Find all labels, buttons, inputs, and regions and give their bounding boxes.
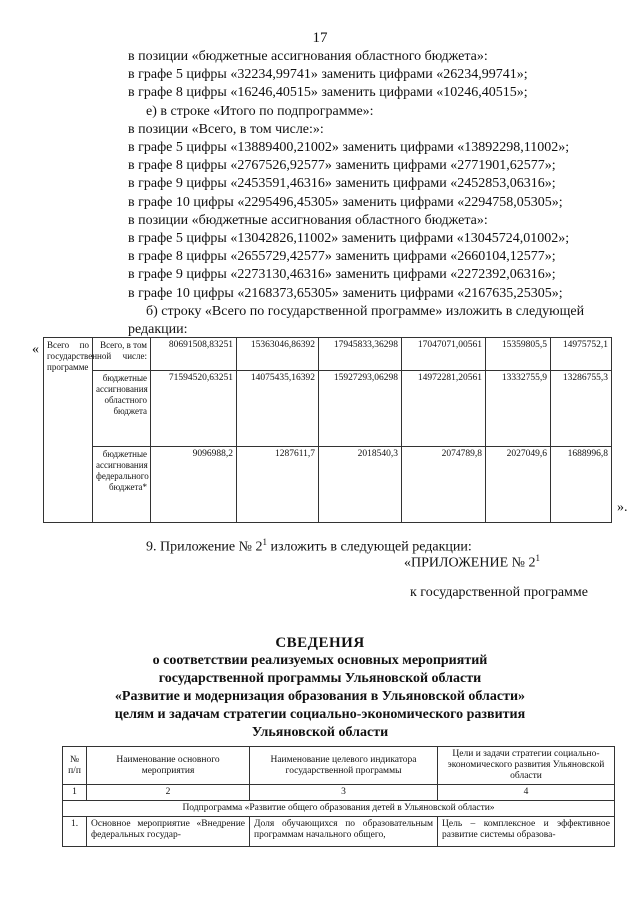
- header-cell: № п/п: [63, 747, 87, 785]
- text-line: в графе 5 цифры «13042826,11002» заменить цифрами «13045724,01002»;: [128, 231, 570, 247]
- info-table: [62, 746, 615, 847]
- indicator-cell: Доля обучающихся по образовательным программам начального общего,: [250, 817, 438, 847]
- heading-line: о соответствии реализуемых основных мероприятий: [152, 653, 488, 668]
- measure-cell: Основное мероприятие «Внедрение федеральных государ-: [87, 817, 250, 847]
- quote-close: ».: [617, 500, 628, 515]
- table-row: [44, 338, 612, 371]
- text-line: редакции:: [128, 322, 188, 338]
- goal-cell: Цель – комплексное и эффективное развитие системы образова-: [438, 817, 615, 847]
- value-cell: 17047071,00561: [402, 338, 486, 371]
- value-cell: 2074789,8: [402, 447, 486, 523]
- text-line: в графе 9 цифры «2273130,46316» заменить цифрами «2272392,06316»;: [128, 267, 556, 283]
- section-9-main: 9. Приложение № 2: [146, 539, 263, 555]
- value-cell: 2027049,6: [486, 447, 551, 523]
- table-row: [63, 785, 615, 801]
- text-line: в позиции «Всего, в том числе:»:: [128, 121, 324, 137]
- section-9-tail: изложить в следующей редакции:: [267, 539, 472, 555]
- appendix-sup: 1: [535, 553, 540, 563]
- appendix-main: «ПРИЛОЖЕНИЕ № 2: [404, 555, 536, 571]
- value-cell: 13286755,3: [551, 371, 612, 447]
- heading-main: СВЕДЕНИЯ: [275, 635, 365, 651]
- subprogram-cell: Подпрограмма «Развитие общего образования детей в Ульяновской области»: [63, 801, 615, 817]
- page-number: 17: [312, 30, 328, 46]
- text-line: в графе 10 цифры «2295496,45305» заменить цифрами «2294758,05305»;: [128, 194, 563, 210]
- heading-line: целям и задачам стратегии социально-экономического развития: [114, 707, 526, 722]
- heading-line: Ульяновской области: [251, 725, 389, 740]
- category-cell: бюджетные ассигнования федерального бюджета*: [93, 447, 151, 523]
- text-line: в графе 10 цифры «2168373,65305» заменить цифрами «2167635,25305»;: [128, 285, 563, 301]
- row-label: Всего по государственной программе: [44, 338, 93, 523]
- number-cell: 4: [438, 785, 615, 801]
- value-cell: 15363046,86392: [237, 338, 319, 371]
- text-line: в графе 5 цифры «32234,99741» заменить цифрами «26234,99741»;: [128, 67, 528, 83]
- value-cell: 14972281,20561: [402, 371, 486, 447]
- row-number-cell: 1.: [63, 817, 87, 847]
- number-cell: 1: [63, 785, 87, 801]
- number-cell: 2: [87, 785, 250, 801]
- table-header-row: [63, 747, 615, 785]
- value-cell: 15927293,06298: [319, 371, 402, 447]
- appendix-subtitle: к государственной программе: [410, 585, 588, 600]
- heading-line: «Развитие и модернизация образования в Ульяновской области»: [114, 689, 526, 704]
- header-cell: Наименование целевого индикатора государственной программы: [250, 747, 438, 785]
- text-line: в графе 8 цифры «2767526,92577» заменить цифрами «2771901,62577»;: [128, 158, 556, 174]
- value-cell: 9096988,2: [151, 447, 237, 523]
- text-line: в графе 8 цифры «16246,40515» заменить цифрами «10246,40515»;: [128, 85, 528, 101]
- value-cell: 13332755,9: [486, 371, 551, 447]
- category-cell: бюджетные ассигнования областного бюджета: [93, 371, 151, 447]
- amendment-text: [128, 48, 618, 339]
- quote-open: «: [32, 342, 39, 357]
- category-cell: Всего, в том числе:: [93, 338, 151, 371]
- number-cell: 3: [250, 785, 438, 801]
- value-cell: 71594520,63251: [151, 371, 237, 447]
- text-line: е) в строке «Итого по подпрограмме»:: [146, 103, 374, 119]
- value-cell: 14075435,16392: [237, 371, 319, 447]
- value-cell: 80691508,83251: [151, 338, 237, 371]
- value-cell: 2018540,3: [319, 447, 402, 523]
- text-line: в графе 5 цифры «13889400,21002» заменить цифрами «13892298,11002»;: [128, 140, 570, 156]
- value-cell: 1287611,7: [237, 447, 319, 523]
- heading-line: государственной программы Ульяновской области: [158, 671, 482, 686]
- value-cell: 17945833,36298: [319, 338, 402, 371]
- header-cell: Цели и задачи стратегии социально-экономического развития Ульяновской области: [438, 747, 615, 785]
- text-line: б) строку «Всего по государственной программе» изложить в следующей: [146, 303, 585, 319]
- value-cell: 14975752,1: [551, 338, 612, 371]
- appendix-heading: [404, 553, 540, 572]
- text-line: в позиции «бюджетные ассигнования областного бюджета»:: [128, 49, 488, 64]
- section-9-sup: 1: [262, 537, 267, 547]
- finance-table: [43, 337, 612, 523]
- table-row: [63, 801, 615, 817]
- text-line: в позиции «бюджетные ассигнования областного бюджета»:: [128, 212, 488, 228]
- value-cell: 15359805,5: [486, 338, 551, 371]
- table-row: [63, 817, 615, 847]
- table-row: [44, 371, 612, 447]
- document-heading: [0, 634, 640, 742]
- text-line: в графе 8 цифры «2655729,42577» заменить цифрами «2660104,12577»;: [128, 249, 556, 265]
- text-line: в графе 9 цифры «2453591,46316» заменить цифрами «2452853,06316»;: [128, 176, 556, 192]
- value-cell: 1688996,8: [551, 447, 612, 523]
- header-cell: Наименование основного мероприятия: [87, 747, 250, 785]
- table-row: [44, 447, 612, 523]
